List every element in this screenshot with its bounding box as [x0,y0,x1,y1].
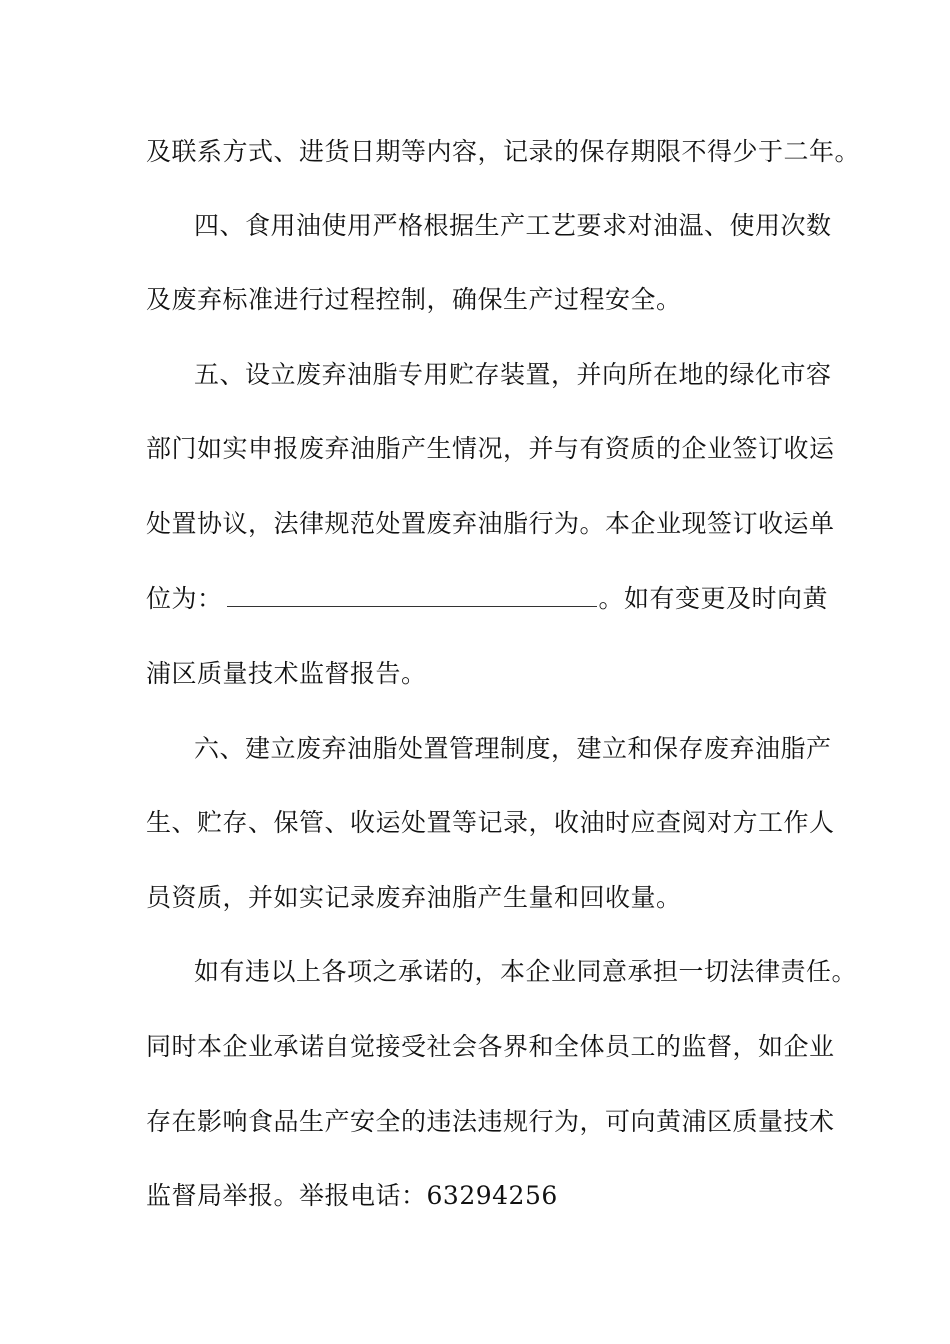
paragraph-line: 存在影响食品生产安全的违法违规行为，可向黄浦区质量技术 [146,1107,835,1136]
report-phone: 63294256 [426,1181,558,1210]
report-prefix: 监督局举报。举报电话： [146,1181,427,1210]
collector-prefix: 位为： [146,584,223,613]
paragraph-line: 如有违以上各项之承诺的，本企业同意承担一切法律责任。 [194,957,858,986]
paragraph-line: 生、贮存、保管、收运处置等记录，收油时应查阅对方工作人 [146,808,835,837]
paragraph-line: 浦区质量技术监督报告。 [146,659,427,688]
collector-suffix: 。如有变更及时向黄 [598,584,829,613]
paragraph-line: 六、建立废弃油脂处置管理制度，建立和保存废弃油脂产 [194,734,832,763]
paragraph-line: 员资质，并如实记录废弃油脂产生量和回收量。 [146,883,682,912]
paragraph-line: 四、食用油使用严格根据生产工艺要求对油温、使用次数 [194,211,832,240]
report-line [146,1176,558,1216]
paragraph-line: 及联系方式、进货日期等内容，记录的保存期限不得少于二年。 [146,137,861,166]
collector-line [146,579,828,619]
paragraph-line: 同时本企业承诺自觉接受社会各界和全体员工的监督，如企业 [146,1032,835,1061]
paragraph-line: 及废弃标准进行过程控制，确保生产过程安全。 [146,285,682,314]
paragraph-line: 处置协议，法律规范处置废弃油脂行为。本企业现签订收运单 [146,509,835,538]
paragraph-line: 部门如实申报废弃油脂产生情况，并与有资质的企业签订收运 [146,434,835,463]
paragraph-line: 五、设立废弃油脂专用贮存装置，并向所在地的绿化市容 [194,360,832,389]
collector-blank-field [227,584,597,607]
